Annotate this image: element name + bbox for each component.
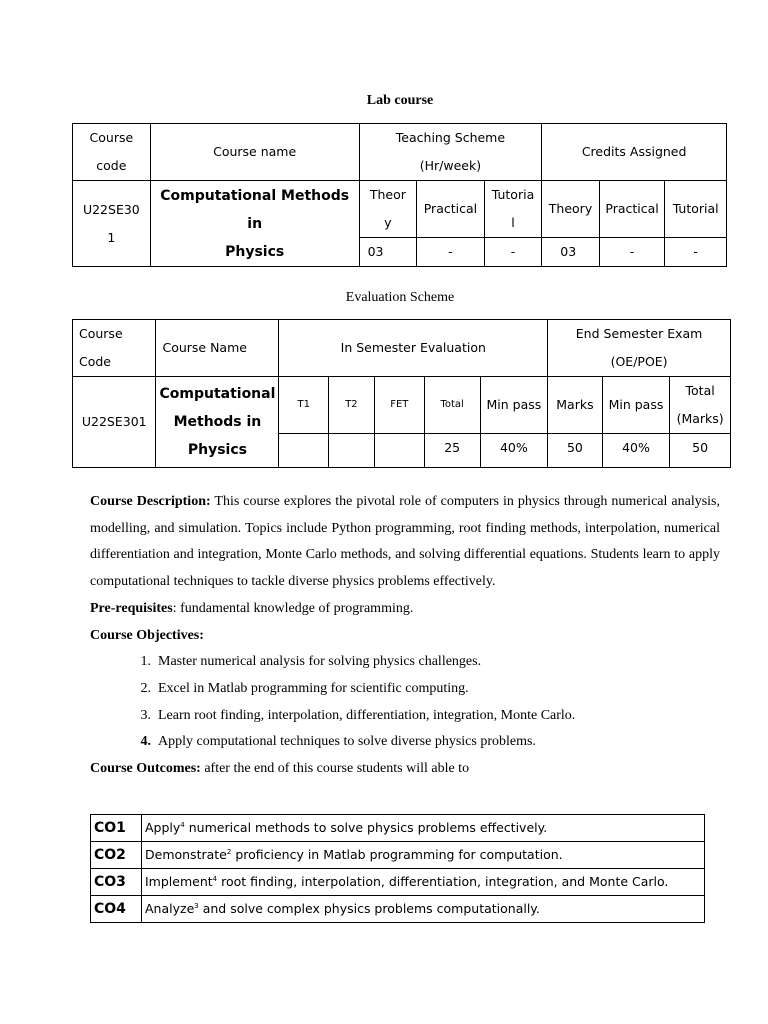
teaching-tutorial-header: Tutoria l: [484, 181, 542, 238]
credits-practical-header: Practical: [599, 181, 665, 238]
header-course-code: Course code: [73, 124, 151, 181]
t2-header: T2: [329, 377, 375, 434]
table-row: [91, 842, 705, 869]
course-name-cell: Computational Methods in Physics: [150, 181, 359, 267]
min-pass-header: Min pass: [480, 377, 548, 434]
table-row: [91, 896, 705, 923]
outcomes-heading: Course Outcomes: after the end of this course students will able to: [90, 761, 470, 777]
min-pass-value: 40%: [480, 434, 548, 468]
header-course-name: Course name: [150, 124, 359, 181]
objectives-heading: Course Objectives:: [90, 627, 204, 643]
course-details: [90, 489, 720, 783]
header-end-semester-exam: End Semester Exam (OE/POE): [548, 320, 731, 377]
header-credits-assigned: Credits Assigned: [542, 124, 727, 181]
prerequisites: Pre-requisites: fundamental knowledge of programming.: [90, 600, 414, 616]
lab-course-table: [72, 123, 727, 267]
course-code-cell: U22SE301: [73, 377, 156, 468]
fet-header: FET: [374, 377, 424, 434]
total-header: Total: [424, 377, 480, 434]
teaching-practical-value: -: [417, 238, 485, 267]
course-outcomes-table: [90, 814, 705, 923]
marks-value: 50: [548, 434, 603, 468]
evaluation-scheme-table: [72, 319, 731, 468]
teaching-practical-header: Practical: [417, 181, 485, 238]
table-row: [91, 869, 705, 896]
table-row: [91, 815, 705, 842]
total-value: 25: [424, 434, 480, 468]
outcome-code: CO3: [91, 869, 142, 896]
evaluation-scheme-title: Evaluation Scheme: [345, 290, 455, 305]
total-marks-header: Total (Marks): [670, 377, 731, 434]
t1-value: [279, 434, 329, 468]
outcome-text: Demonstrate$^2$ proficiency in Matlab programming for computation.: [142, 842, 705, 869]
course-description: Course Description: This course explores the pivotal role of computers in physics through numerical analysis, modelling, and simulation. Topics include Python programming, root finding methods, interpolation, numerical differentiation and integration, Monte Carlo methods, and solving differential equations. Students learn to apply computational techniques to tackle diverse physics problems effectively.: [90, 494, 720, 590]
t2-value: [329, 434, 375, 468]
teaching-tutorial-value: -: [484, 238, 542, 267]
credits-theory-header: Theory: [542, 181, 600, 238]
header-course-name: Course Name: [156, 320, 279, 377]
outcome-code: CO1: [91, 815, 142, 842]
list-item: 4. Apply computational techniques to solve diverse physics problems.: [140, 734, 536, 750]
objectives-list: [90, 649, 720, 756]
outcome-code: CO4: [91, 896, 142, 923]
header-teaching-scheme: Teaching Scheme (Hr/week): [359, 124, 542, 181]
credits-practical-value: -: [599, 238, 665, 267]
credits-theory-value: 03: [542, 238, 600, 267]
list-item: 1. Master numerical analysis for solving physics challenges.: [140, 654, 482, 670]
outcome-text: Analyze$^3$ and solve complex physics problems computationally.: [142, 896, 705, 923]
credits-tutorial-value: -: [665, 238, 727, 267]
outcome-text: Implement$^4$ root finding, interpolation, differentiation, integration, and Monte Carlo.: [142, 869, 705, 896]
list-item: 3. Learn root finding, interpolation, differentiation, integration, Monte Carlo.: [140, 707, 576, 723]
total-marks-value: 50: [670, 434, 731, 468]
fet-value: [374, 434, 424, 468]
course-code-cell: U22SE30 1: [73, 181, 151, 267]
end-min-pass-value: 40%: [602, 434, 670, 468]
outcome-code: CO2: [91, 842, 142, 869]
lab-course-title: Lab course: [366, 93, 434, 108]
marks-header: Marks: [548, 377, 603, 434]
t1-header: T1: [279, 377, 329, 434]
header-course-code: Course Code: [73, 320, 156, 377]
credits-tutorial-header: Tutorial: [665, 181, 727, 238]
course-name-cell: Computational Methods in Physics: [156, 377, 279, 468]
end-min-pass-header: Min pass: [602, 377, 670, 434]
header-in-semester-evaluation: In Semester Evaluation: [279, 320, 548, 377]
list-item: 2. Excel in Matlab programming for scientific computing.: [140, 680, 469, 696]
outcome-text: Apply$^4$ numerical methods to solve physics problems effectively.: [142, 815, 705, 842]
teaching-theory-header: Theor y: [359, 181, 417, 238]
teaching-theory-value: 03: [359, 238, 417, 267]
